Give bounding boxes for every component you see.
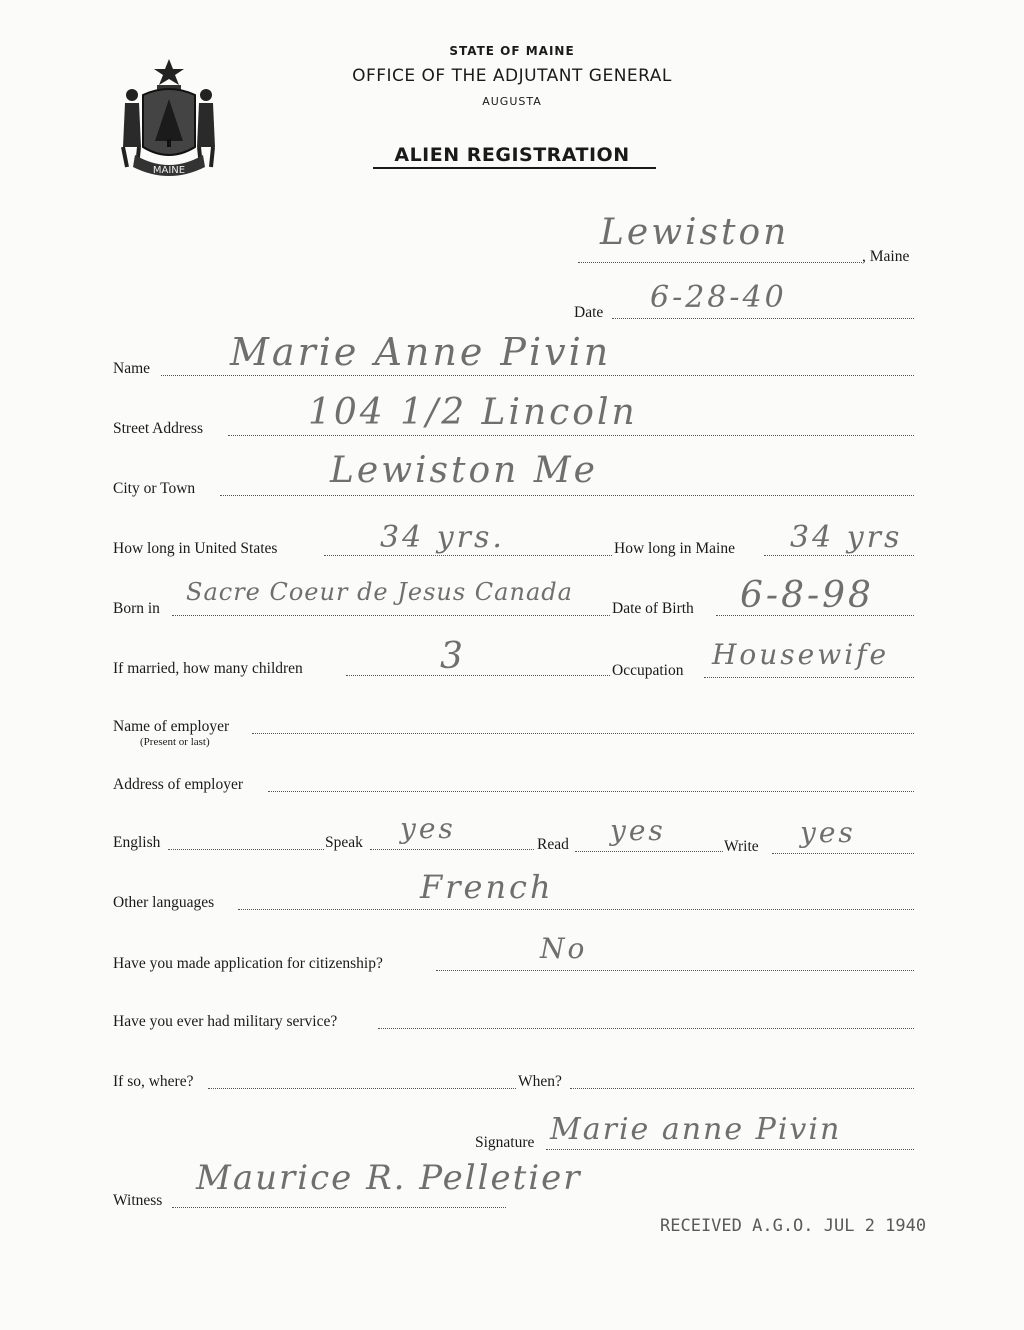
years-us-label: How long in United States: [113, 540, 278, 557]
employer-address-field[interactable]: [268, 791, 914, 792]
years-us-value[interactable]: 34 yrs.: [380, 520, 505, 555]
received-stamp: RECEIVED A.G.O. JUL 2 1940: [660, 1216, 927, 1236]
city-heading: AUGUSTA: [482, 95, 542, 108]
where-label: If so, where?: [113, 1073, 194, 1090]
children-value[interactable]: 3: [440, 636, 466, 677]
street-address-value[interactable]: 104 1/2 Lincoln: [308, 392, 638, 433]
maine-seal-icon: [113, 55, 225, 185]
write-value[interactable]: yes: [800, 816, 856, 849]
born-in-label: Born in: [113, 600, 160, 617]
office-heading: OFFICE OF THE ADJUTANT GENERAL: [352, 66, 672, 86]
children-label: If married, how many children: [113, 660, 303, 677]
witness-value[interactable]: Maurice R. Pelletier: [196, 1158, 582, 1198]
signature-label: Signature: [475, 1134, 535, 1151]
city-value[interactable]: Lewiston Me: [330, 450, 598, 491]
form-title: ALIEN REGISTRATION: [394, 144, 630, 166]
read-label: Read: [537, 836, 569, 853]
name-value[interactable]: Marie Anne Pivin: [230, 330, 612, 374]
when-field[interactable]: [570, 1088, 914, 1089]
speak-value[interactable]: yes: [400, 812, 456, 845]
military-field[interactable]: [378, 1028, 914, 1029]
employer-name-note: (Present or last): [140, 736, 210, 748]
years-maine-value[interactable]: 34 yrs: [790, 520, 903, 555]
born-in-value[interactable]: Sacre Coeur de Jesus Canada: [186, 578, 573, 606]
years-maine-label: How long in Maine: [614, 540, 735, 557]
state-heading: STATE OF MAINE: [449, 44, 575, 58]
military-label: Have you ever had military service?: [113, 1013, 338, 1030]
when-label: When?: [518, 1073, 562, 1090]
title-underline: [373, 167, 656, 169]
date-value[interactable]: 6-28-40: [650, 280, 787, 315]
read-value[interactable]: yes: [610, 814, 666, 847]
english-label: English: [113, 834, 161, 851]
employer-name-label: Name of employer: [113, 718, 230, 735]
signature-value[interactable]: Marie anne Pivin: [550, 1112, 842, 1147]
other-languages-label: Other languages: [113, 894, 215, 911]
employer-address-label: Address of employer: [113, 776, 243, 793]
where-field[interactable]: [208, 1088, 516, 1089]
occupation-value[interactable]: Housewife: [712, 638, 890, 671]
date-of-birth-value[interactable]: 6-8-98: [740, 575, 874, 616]
employer-name-field[interactable]: [252, 733, 914, 734]
maine-label: , Maine: [862, 248, 910, 265]
town-value[interactable]: Lewiston: [600, 212, 790, 253]
street-address-label: Street Address: [113, 420, 203, 437]
date-label: Date: [574, 304, 604, 321]
witness-label: Witness: [113, 1192, 163, 1209]
city-label: City or Town: [113, 480, 196, 497]
speak-label: Speak: [325, 834, 363, 851]
date-of-birth-label: Date of Birth: [612, 600, 694, 617]
other-languages-value[interactable]: French: [420, 868, 554, 906]
svg-text:MAINE: MAINE: [152, 165, 186, 176]
citizenship-value[interactable]: No: [540, 932, 588, 965]
write-label: Write: [724, 838, 759, 855]
name-label: Name: [113, 360, 151, 377]
occupation-label: Occupation: [612, 662, 684, 679]
citizenship-label: Have you made application for citizenship?: [113, 955, 383, 972]
